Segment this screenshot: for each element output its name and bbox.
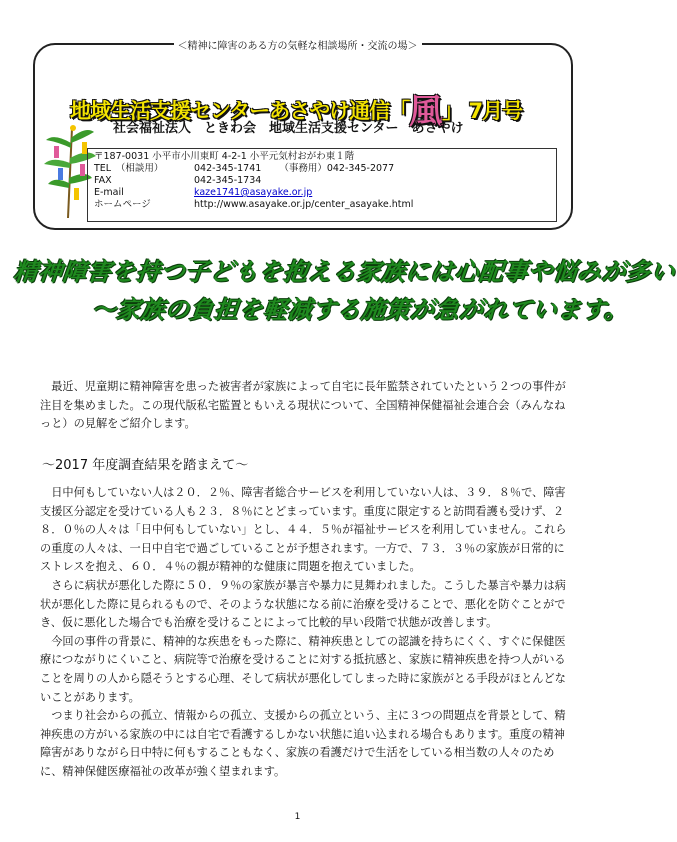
fax-value: 042-345-1734: [194, 175, 262, 186]
section-heading: ～2017 年度調査結果を踏まえて～: [42, 458, 249, 473]
tel-row: [94, 163, 556, 175]
intro-text: 最近、児童期に精神障害を患った被害者が家族によって自宅に長年監禁されていたという２つの事件が注目を集めました。この現代版私宅監置ともいえる現状について、全国精神保健福祉会連合会（みんなねっと）の見解をご紹介します。: [40, 380, 566, 431]
page-number: 1: [294, 812, 301, 822]
title-kaze: 風: [409, 92, 443, 132]
organization-name: 社会福祉法人 ときわ会 地域生活支援センター あさやけ: [113, 121, 464, 136]
homepage-link[interactable]: http://www.asayake.or.jp/center_asayake.html: [194, 199, 414, 210]
headline-line-2: ～家族の負担を軽減する施策が急がれています。: [90, 296, 631, 324]
fax-label: FAX: [94, 175, 112, 186]
tel-office-value: 042-345-2077: [326, 163, 395, 174]
contact-info-box: [87, 148, 557, 222]
headline-line-1: 精神障害を持つ子どもを抱える家族には心配事や悩みが多い: [12, 258, 677, 286]
fax-row: [94, 175, 556, 187]
section-paragraph-4: つまり社会からの孤立、情報からの孤立、支援からの孤立という、主に３つの問題点を背景として、精神疾患の方がいる家族の中には自宅で看護するしかない状態に追い込まれる場合もあります。重度の精神障害がありながら日中特に何もすることもなく、家族の看護だけで生活をしている相当数の人々のために、精神保健医療福祉の改革が強く望まれます。: [40, 709, 566, 778]
section-paragraph-2: さらに病状が悪化した際に５０．９％の家族が暴言や暴力に見舞われました。こうした暴言や暴力は病状が悪化した際に見られるもので、そのような状態になる前に治療を受けることで、悪化を防ぐことができ、仮に悪化した場合でも治療を受けることによって比較的早い段階で状態が改善します。: [40, 578, 566, 630]
title-prefix: 地域生活支援センターあさやけ通信「: [70, 99, 410, 123]
section-paragraph-1: 日中何もしていない人は２０．２％、障害者総合サービスを利用していない人は、３９．８％で、障害支援区分認定を受けている人も２３．８％にとどまっています。重度に限定すると訪問看護も受けず、２８．０％の人々は「日中何もしていない」とし、４４．５％が福祉サービスを利用していません。これらの重度の人々は、一日中自宅で過ごしていることが予想されます。一方で、７３．３％の家族が日常的にストレスを抱え、６０．４％の親が精神的な健康に問題を抱えていました。: [40, 486, 567, 574]
homepage-row: [94, 199, 556, 211]
section-paragraph-3: 今回の事件の背景に、精神的な疾患をもった際に、精神疾患としての認識を持ちにくく、すぐに保健医療につながりにくいこと、病院等で治療を受けることに対する抵抗感と、家族に精神疾患を持つ人がいることを周りの人から隠そうとする心理、そして病状が悪化してしまった時に家族がとる手段がほとんどないことがあります。: [40, 634, 566, 704]
title-suffix: 」 7月号: [442, 99, 523, 123]
intro-paragraph: [40, 378, 570, 434]
tagline-text: ＜精神に障害のある方の気軽な相談場所・交流の場＞: [174, 41, 422, 52]
section-body: [40, 484, 570, 782]
homepage-label: ホームページ: [94, 199, 151, 210]
tel-label: TEL （相談用）: [94, 163, 164, 174]
email-row: [94, 187, 556, 199]
email-label: E-mail: [94, 187, 124, 198]
address-value: 〒187-0031 小平市小川東町 4-2-1 小平元気村おがわ東１階: [94, 151, 355, 162]
email-link[interactable]: kaze1741@asayake.or.jp: [194, 187, 313, 198]
address-row: [94, 151, 556, 163]
tel-value: 042-345-1741: [194, 163, 262, 174]
header-tagline: [0, 37, 595, 52]
tel-office-label: （事務用）: [279, 163, 327, 174]
